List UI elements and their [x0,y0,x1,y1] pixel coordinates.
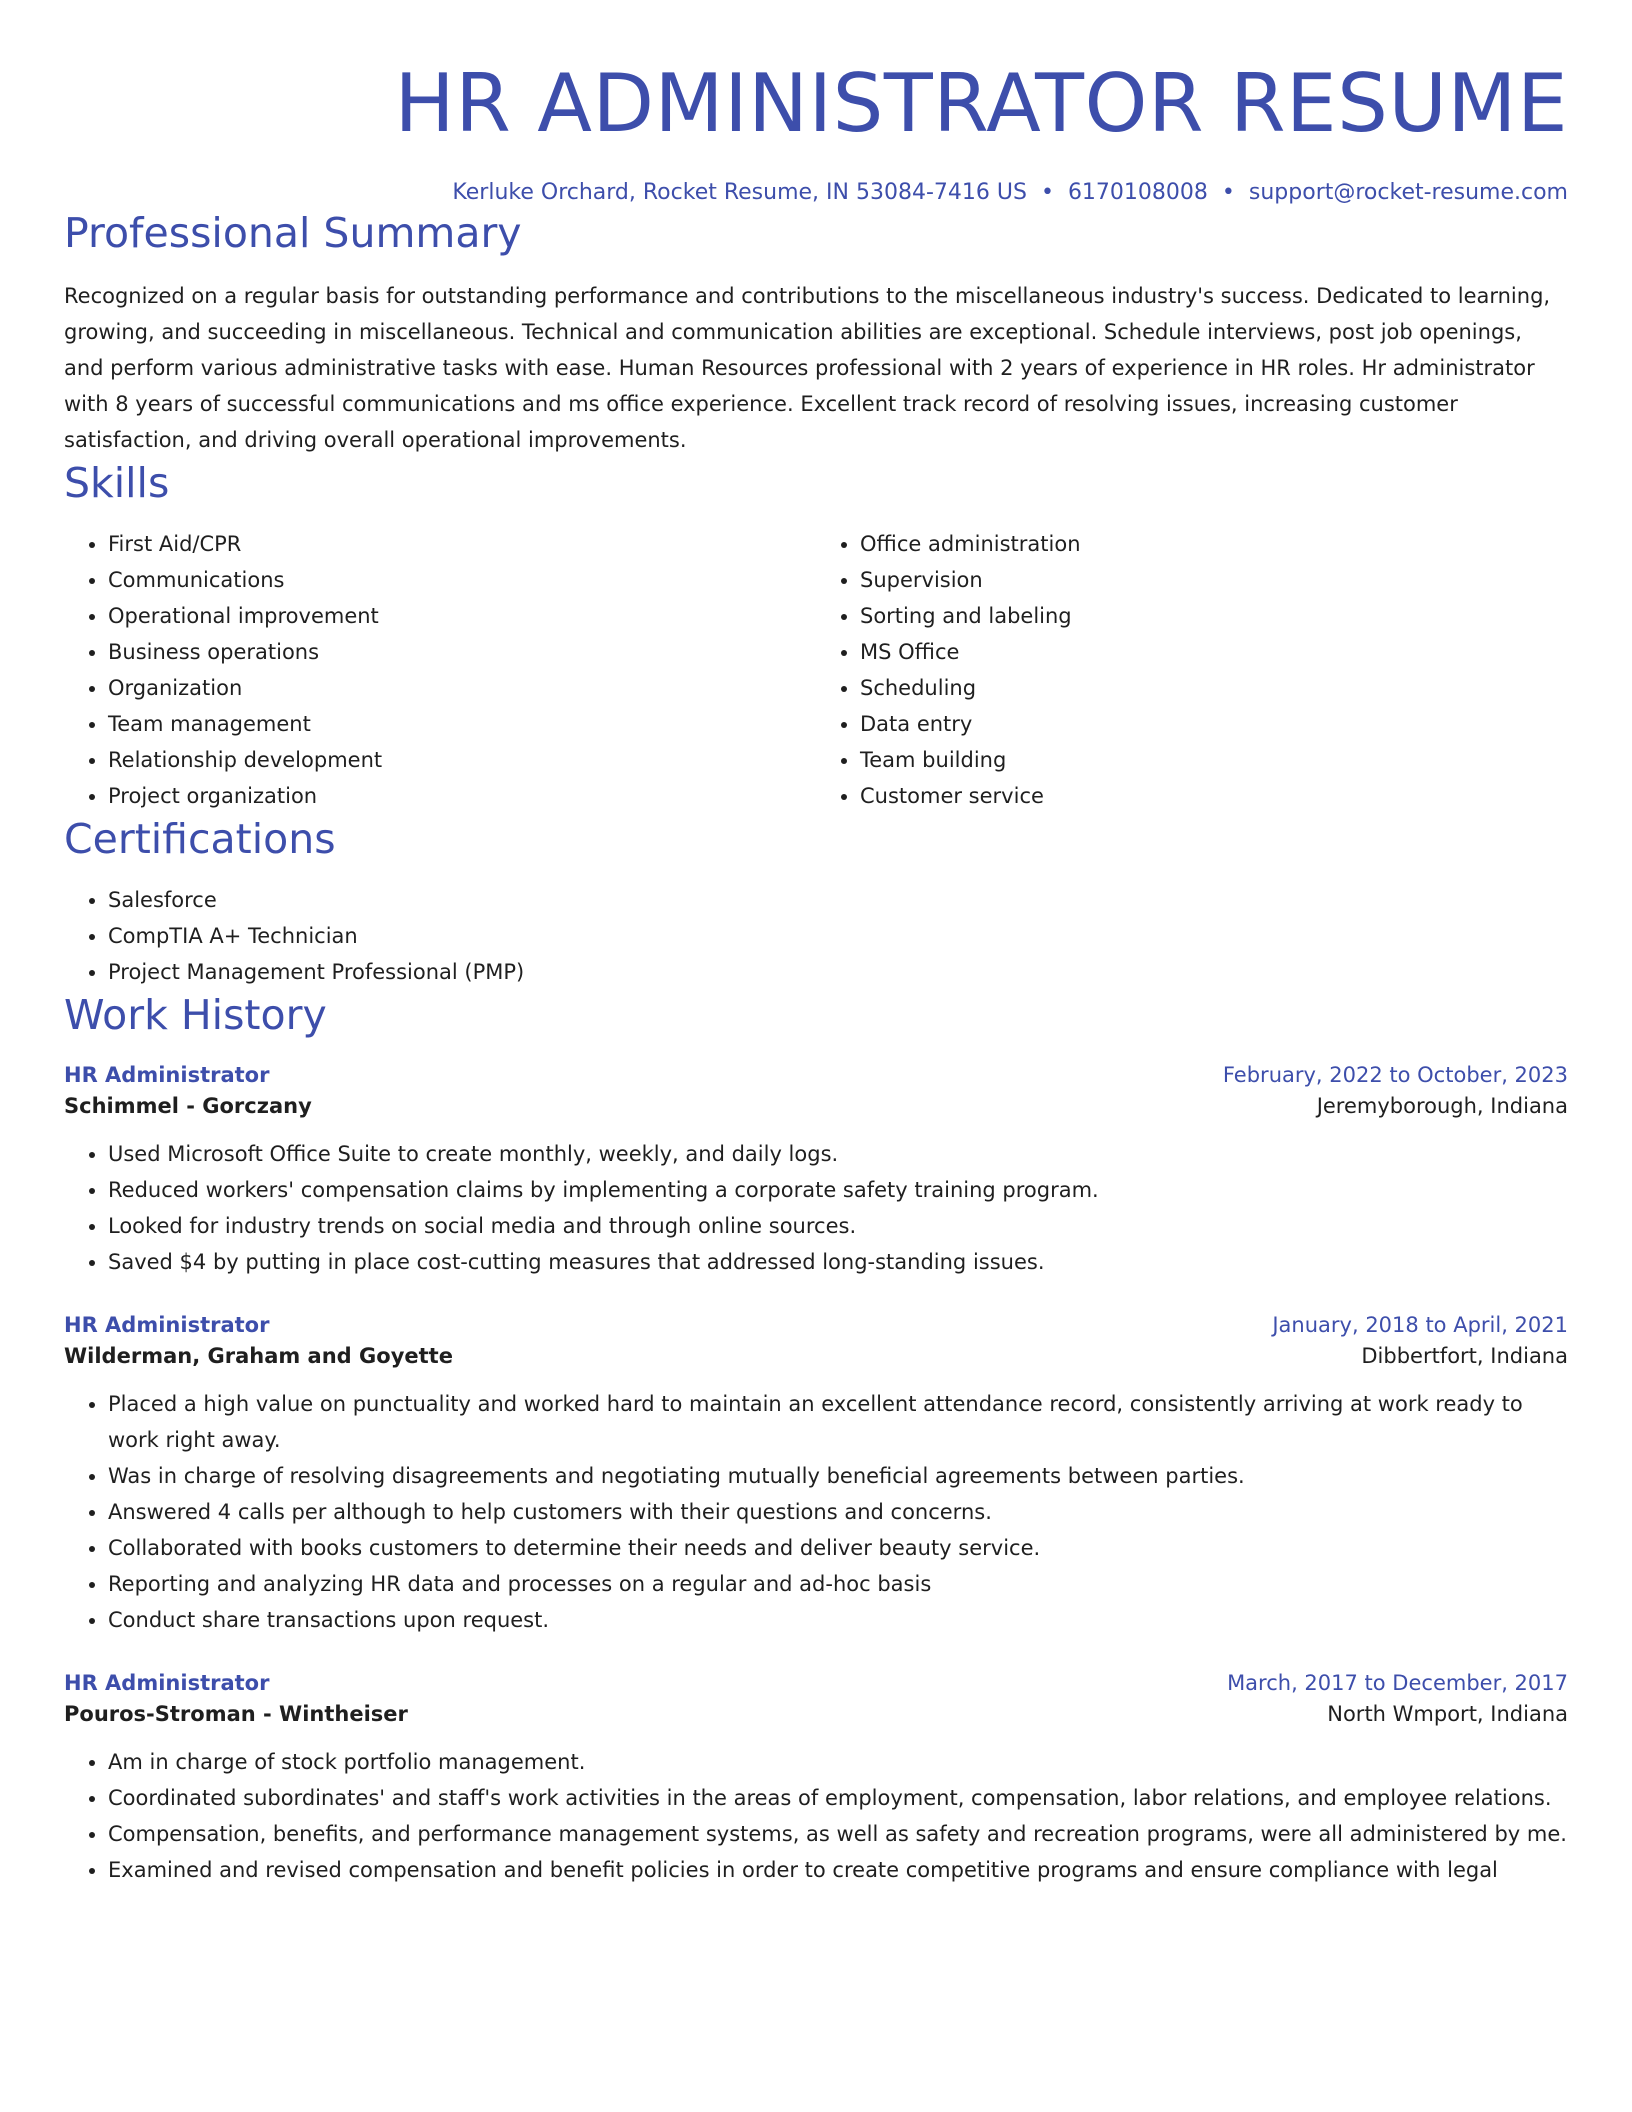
skill-item: • Team management [108,706,816,742]
job-bullets [64,1386,1568,1638]
work-history-heading: Work History [64,991,327,1039]
job-company: Schimmel - Gorczany [64,1094,312,1118]
job-bullets [64,1136,1568,1280]
job-location: North Wmport, Indiana [1327,1702,1568,1726]
job-bullet: • Answered 4 calls per although to help customers with their questions and concerns. [108,1494,1568,1530]
contact-phone: 6170108008 [1067,180,1208,205]
job-location: Dibbertfort, Indiana [1361,1344,1568,1368]
job-title: HR Administrator [64,1313,270,1337]
skill-item: • Relationship development [108,742,816,778]
job-company-row [64,1090,1568,1122]
job-title: HR Administrator [64,1063,270,1087]
skills-list-left [64,526,816,814]
skill-item: • Organization [108,670,816,706]
job-bullet: • Compensation, benefits, and performance management systems, as well as safety and recreation programs, were all administered by me. [108,1816,1568,1852]
job-header-row [64,1060,1568,1090]
certification-item: • Project Management Professional (PMP) [108,954,1568,990]
job-company: Wilderman, Graham and Goyette [64,1344,453,1368]
contact-separator: • [1040,180,1054,205]
summary-section [64,208,1568,458]
job-location: Jeremyborough, Indiana [1316,1094,1568,1118]
skills-columns [64,526,1568,814]
job-bullet: • Reduced workers' compensation claims by implementing a corporate safety training program. [108,1172,1568,1208]
certification-item: • Salesforce [108,882,1568,918]
resume-title: HR ADMINISTRATOR RESUME [394,57,1568,150]
skill-item: • Supervision [860,562,1568,598]
skill-item: • Project organization [108,778,816,814]
job-title: HR Administrator [64,1671,270,1695]
skills-heading: Skills [64,459,170,507]
job-entry [64,1310,1568,1638]
job-bullet: • Reporting and analyzing HR data and processes on a regular and ad-hoc basis [108,1566,1568,1602]
job-bullet: • Placed a high value on punctuality and worked hard to maintain an excellent attendance record, consistently arriving at work ready to work right away. [108,1386,1568,1458]
skill-item: • MS Office [860,634,1568,670]
job-header-row [64,1310,1568,1340]
certifications-heading: Certifications [64,815,336,863]
job-bullet: • Saved $4 by putting in place cost-cutting measures that addressed long-standing issues. [108,1244,1568,1280]
skill-item: • Office administration [860,526,1568,562]
certifications-list [64,882,1568,990]
job-bullet: • Looked for industry trends on social media and through online sources. [108,1208,1568,1244]
skill-item: • Operational improvement [108,598,816,634]
certification-item: • CompTIA A+ Technician [108,918,1568,954]
job-company-row [64,1340,1568,1372]
job-bullet: • Am in charge of stock portfolio management. [108,1744,1568,1780]
job-bullet: • Was in charge of resolving disagreements and negotiating mutually beneficial agreements between parties. [108,1458,1568,1494]
job-bullet: • Used Microsoft Office Suite to create monthly, weekly, and daily logs. [108,1136,1568,1172]
skill-item: • Customer service [860,778,1568,814]
contact-line [64,178,1568,208]
job-entry [64,1668,1568,1888]
skill-item: • Business operations [108,634,816,670]
job-bullets [64,1744,1568,1888]
job-dates: March, 2017 to December, 2017 [1227,1671,1568,1695]
contact-address: Kerluke Orchard, Rocket Resume, IN 53084-7416 US [452,180,1027,205]
job-dates: January, 2018 to April, 2021 [1272,1313,1568,1337]
job-bullet: • Collaborated with books customers to determine their needs and deliver beauty service. [108,1530,1568,1566]
job-header-row [64,1668,1568,1698]
job-company: Pouros-Stroman - Wintheiser [64,1702,408,1726]
summary-heading: Professional Summary [64,209,522,257]
contact-separator: • [1221,180,1235,205]
skill-item: • Data entry [860,706,1568,742]
skill-item: • Communications [108,562,816,598]
contact-email[interactable]: support@rocket-resume.com [1248,180,1568,205]
certifications-section [64,814,1568,990]
job-bullet: • Examined and revised compensation and benefit policies in order to create competitive programs and ensure compliance with legal [108,1852,1568,1888]
resume-page [64,0,1568,1888]
skill-item: • Team building [860,742,1568,778]
skills-list-right [816,526,1568,814]
skill-item: • Sorting and labeling [860,598,1568,634]
work-history-section [64,990,1568,1888]
summary-text: Recognized on a regular basis for outstanding performance and contributions to the miscellaneous industry's success. Dedicated to learning, growing, and succeeding in miscellaneous. Technical and communication abilities are exceptional. Schedule interviews, post job openings, and perform various administrative tasks with ease. Human Resources professional with 2 years of experience in HR roles. Hr administrator with 8 years of successful communications and ms office experience. Excellent track record of resolving issues, increasing customer satisfaction, and driving overall operational improvements. [64,284,1551,452]
skill-item: • Scheduling [860,670,1568,706]
job-bullet: • Conduct share transactions upon request. [108,1602,1568,1638]
job-entry [64,1060,1568,1280]
skills-section [64,458,1568,814]
job-bullet: • Coordinated subordinates' and staff's work activities in the areas of employment, compensation, labor relations, and employee relations. [108,1780,1568,1816]
job-company-row [64,1698,1568,1730]
skill-item: • First Aid/CPR [108,526,816,562]
job-dates: February, 2022 to October, 2023 [1222,1063,1568,1087]
